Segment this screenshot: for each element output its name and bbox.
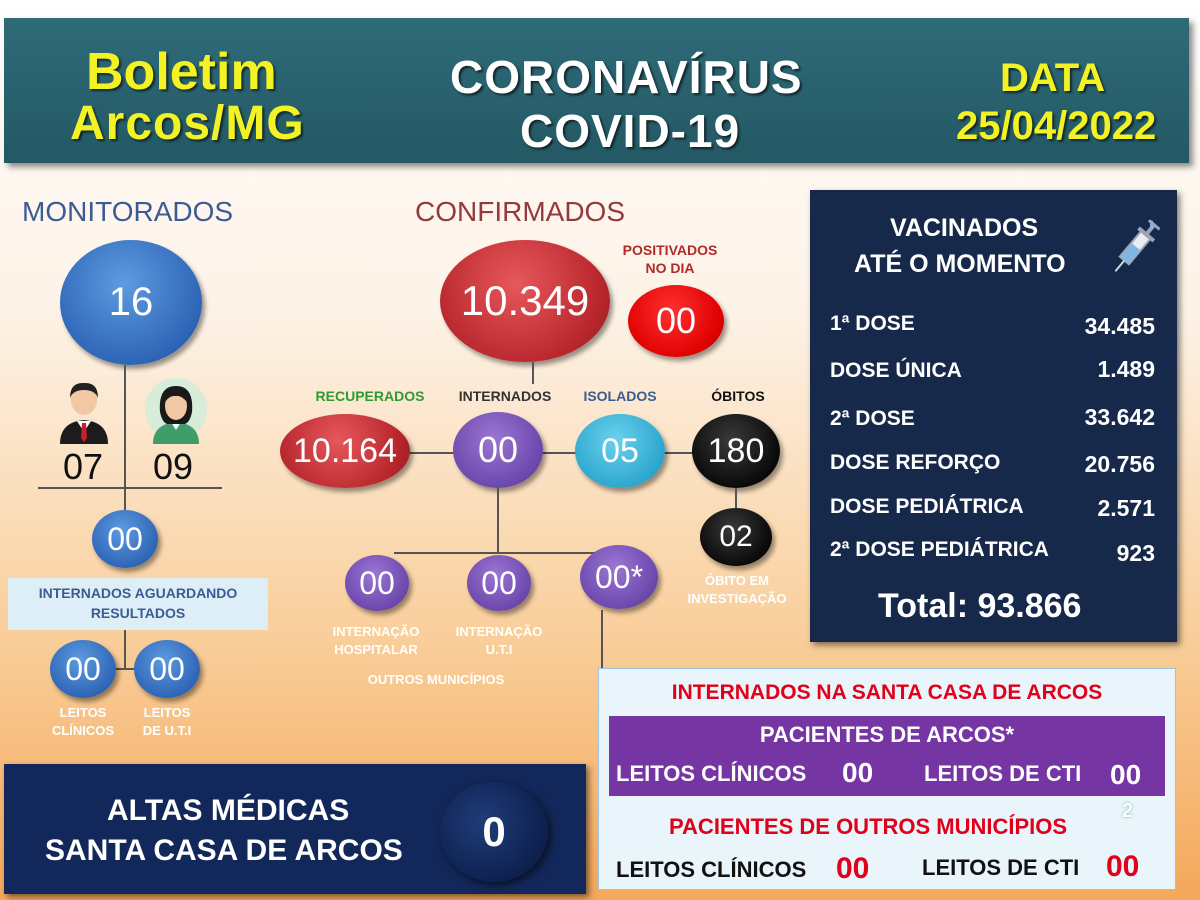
male-person-icon: [55, 378, 113, 444]
outros-municipios-title: PACIENTES DE OUTROS MUNICÍPIOS: [669, 814, 1068, 839]
outros-clinicos-label: LEITOS CLÍNICOS: [616, 857, 807, 882]
awaiting-results-label-1: INTERNADOS AGUARDANDO: [38, 585, 238, 601]
vacinados-title-1: VACINADOS: [890, 214, 1039, 242]
altas-circle: [440, 782, 548, 882]
connector-line: [124, 630, 126, 670]
positivados-circle: [628, 285, 724, 357]
internacao-hospitalar-value: 00: [359, 564, 395, 601]
arcos-clinicos-value: 00: [842, 757, 874, 788]
monitorados-total-value: 16: [108, 280, 154, 324]
city-title: Arcos/MG: [70, 97, 305, 150]
vac-row-value: 2.571: [1097, 495, 1155, 521]
connector-line: [400, 452, 720, 454]
isolados-value: 05: [601, 431, 639, 470]
confirmados-title: CONFIRMADOS: [415, 196, 625, 227]
boletim-title: Boletim: [86, 43, 277, 101]
altas-line2: SANTA CASA DE ARCOS: [45, 834, 403, 867]
outros-municipios-value: 00*: [594, 558, 644, 595]
monitorados-title: MONITORADOS: [22, 196, 234, 227]
date-label: DATA: [1000, 56, 1106, 100]
outros-cti-label: LEITOS DE CTI: [922, 855, 1080, 880]
leitos-clinicos-label-2: CLÍNICOS: [51, 723, 115, 738]
awaiting-results-circle: [92, 510, 158, 568]
vac-row-value: 923: [1116, 540, 1155, 566]
obitos-label: ÓBITOS: [711, 388, 765, 404]
internacao-uti-circle: [467, 555, 531, 611]
outros-clinicos-value: 00: [836, 852, 870, 885]
connector-line: [394, 552, 616, 554]
altas-value: 0: [482, 808, 506, 855]
connector-line: [497, 488, 499, 554]
main-title-line1: CORONAVÍRUS: [450, 51, 803, 103]
isolados-circle: [575, 414, 665, 488]
syringe-icon: [1108, 216, 1160, 282]
vac-row-label: DOSE PEDIÁTRICA: [830, 495, 1024, 518]
leitos-uti-label-1: LEITOS: [143, 705, 191, 720]
internacao-uti-label-2: U.T.I: [485, 642, 513, 657]
vac-row-value: 20.756: [1084, 451, 1155, 477]
female-person-icon: [145, 378, 207, 444]
outros-cti-value: 00: [1106, 850, 1140, 883]
vac-row-label: 2ª DOSE: [830, 407, 915, 430]
positivados-label-2: NO DIA: [645, 260, 695, 276]
internacao-hospitalar-label-1: INTERNAÇÃO: [332, 624, 420, 639]
main-title-line2: COVID-19: [520, 105, 741, 157]
obitos-circle: [692, 414, 780, 488]
vac-row-value: 33.642: [1084, 404, 1155, 430]
leitos-uti-label-2: DE U.T.I: [142, 723, 192, 738]
confirmados-total-circle: [440, 240, 610, 362]
internados-label: INTERNADOS: [458, 388, 552, 404]
leitos-clinicos-value: 00: [65, 650, 101, 687]
leitos-uti-value: 00: [149, 650, 185, 687]
outros-municipios-circle: [580, 545, 658, 609]
recuperados-circle: [280, 414, 410, 488]
awaiting-results-value: 00: [107, 520, 143, 557]
outros-municipios-label: OUTROS MUNICÍPIOS: [367, 672, 505, 687]
vac-row-label: 2ª DOSE PEDIÁTRICA: [830, 538, 1049, 561]
date-value: 25/04/2022: [956, 104, 1157, 148]
arcos-cti-value: 00: [1110, 759, 1142, 790]
arcos-cti-label: LEITOS DE CTI: [924, 761, 1082, 786]
connector-line: [532, 362, 534, 384]
obito-investigacao-value: 02: [719, 520, 753, 553]
awaiting-results-label-2: RESULTADOS: [90, 605, 186, 621]
internacao-uti-label-1: INTERNAÇÃO: [455, 624, 543, 639]
isolados-label: ISOLADOS: [583, 388, 657, 404]
monitorados-total-circle: [60, 240, 202, 365]
vacinados-total: Total: 93.866: [878, 587, 1082, 625]
internados-circle: [453, 412, 543, 488]
altas-line1: ALTAS MÉDICAS: [107, 794, 350, 827]
connector-line: [735, 488, 737, 510]
positivados-label-1: POSITIVADOS: [622, 242, 718, 258]
outros-marker: 2: [1122, 800, 1134, 822]
leitos-uti-circle: [134, 640, 200, 698]
internacao-hospitalar-label-2: HOSPITALAR: [334, 642, 418, 657]
recuperados-label: RECUPERADOS: [315, 388, 425, 404]
arcos-clinicos-label: LEITOS CLÍNICOS: [616, 761, 807, 786]
obito-investigacao-label-2: INVESTIGAÇÃO: [687, 591, 787, 606]
obitos-value: 180: [707, 431, 765, 470]
internacao-uti-value: 00: [481, 564, 517, 601]
female-count: 09: [153, 446, 194, 487]
male-count: 07: [63, 446, 104, 487]
pacientes-arcos-title: PACIENTES DE ARCOS*: [759, 722, 1015, 747]
internacao-hospitalar-circle: [345, 555, 409, 611]
santa-casa-title: INTERNADOS NA SANTA CASA DE ARCOS: [671, 681, 1103, 704]
positivados-value: 00: [655, 300, 697, 341]
leitos-clinicos-circle: [50, 640, 116, 698]
recuperados-value: 10.164: [293, 431, 397, 470]
obito-investigacao-circle: [700, 508, 772, 566]
obito-investigacao-label-1: ÓBITO EM: [704, 573, 770, 588]
leitos-clinicos-label-1: LEITOS: [59, 705, 107, 720]
vacinados-title-2: ATÉ O MOMENTO: [854, 250, 1066, 278]
vac-row-value: 1.489: [1097, 356, 1155, 382]
vac-row-value: 34.485: [1084, 313, 1155, 339]
vac-row-label: 1ª DOSE: [830, 312, 915, 335]
vac-row-label: DOSE ÚNICA: [830, 359, 962, 382]
confirmados-total-value: 10.349: [460, 277, 590, 324]
vac-row-label: DOSE REFORÇO: [830, 451, 1001, 474]
internados-value: 00: [477, 429, 519, 470]
